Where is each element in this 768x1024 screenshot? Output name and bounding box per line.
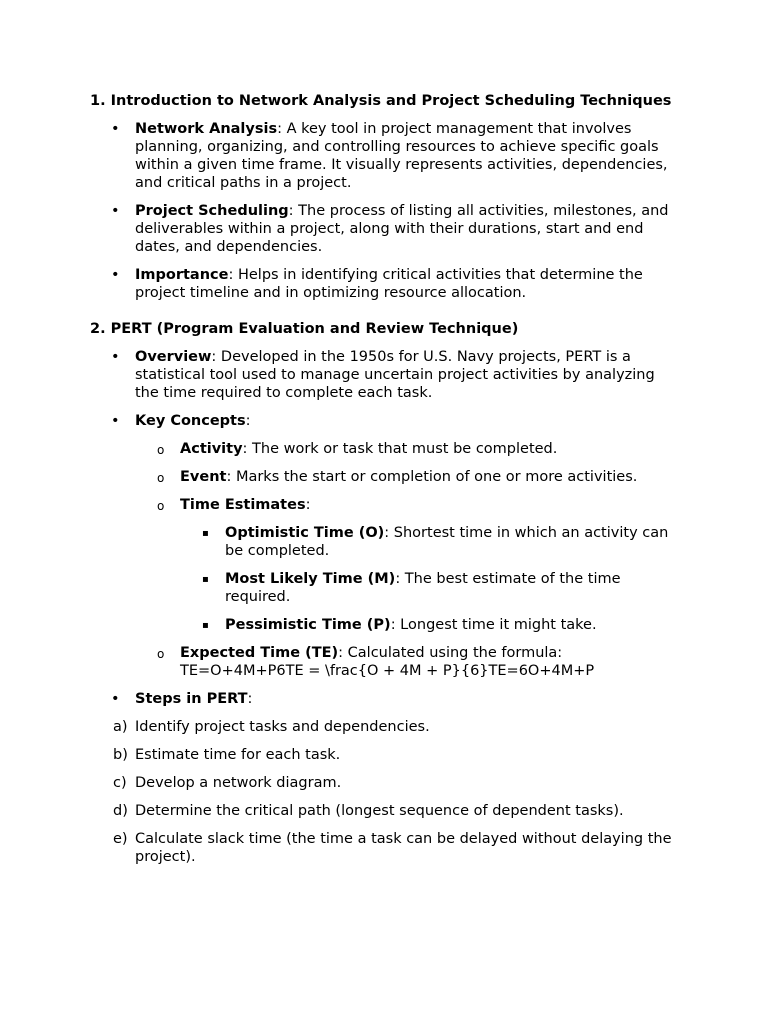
steps-heading-list (90, 690, 682, 708)
item-text: : Shortest time in which an activity can be completed. (225, 525, 669, 559)
square-bullet-icon: ▪ (202, 528, 209, 539)
steps-list (90, 718, 682, 866)
item-text: : (247, 691, 253, 707)
item-text: Develop a network diagram. (135, 775, 342, 791)
document-page (90, 92, 682, 866)
item-text: : The work or task that must be completed. (242, 441, 558, 457)
list-item (90, 774, 682, 792)
list-item (135, 496, 682, 514)
list-item (90, 120, 682, 192)
item-term: Event (180, 469, 227, 485)
item-term: Optimistic Time (O) (225, 525, 385, 541)
item-text: : (305, 497, 311, 513)
list-item (180, 570, 682, 606)
bullet-icon: • (111, 413, 120, 429)
bullet-icon: • (111, 267, 120, 283)
item-term: Key Concepts (135, 413, 246, 429)
list-item (90, 830, 682, 866)
item-term: Steps in PERT (135, 691, 248, 707)
item-term: Pessimistic Time (P) (225, 617, 391, 633)
key-concepts-list (135, 440, 682, 514)
item-text: : Calculated using the formula: TE=O+4M+P6TE = \frac{O + 4M + P}{6}TE=6O+4M+P (180, 645, 595, 679)
item-text: : Marks the start or completion of one or more activities. (226, 469, 638, 485)
step-marker: c) (113, 775, 127, 791)
bullet-icon: • (111, 349, 120, 365)
list-item (90, 202, 682, 256)
item-term: Activity (180, 441, 243, 457)
bullet-icon: • (111, 203, 120, 219)
circle-bullet-icon: o (157, 443, 165, 457)
section-1-list (90, 120, 682, 302)
list-item (90, 718, 682, 736)
item-text: : (245, 413, 251, 429)
item-text: : Developed in the 1950s for U.S. Navy projects, PERT is a statistical tool used to manage uncertain project activities by analyzing the time required to complete each task. (135, 349, 655, 401)
item-text: Determine the critical path (longest sequence of dependent tasks). (135, 803, 624, 819)
step-marker: d) (113, 803, 128, 819)
step-marker: b) (113, 747, 128, 763)
item-text: : The best estimate of the time required. (225, 571, 621, 605)
time-estimates-list (180, 524, 682, 634)
item-text: : Longest time it might take. (390, 617, 597, 633)
item-text: Identify project tasks and dependencies. (135, 719, 430, 735)
list-item (180, 524, 682, 560)
list-item (90, 802, 682, 820)
circle-bullet-icon: o (157, 471, 165, 485)
item-text: : Helps in identifying critical activities that determine the project timeline and in optimizing resource allocation. (135, 267, 643, 301)
list-item (135, 468, 682, 486)
item-term: Overview (135, 349, 212, 365)
item-term: Most Likely Time (M) (225, 571, 396, 587)
expected-time-list (135, 644, 682, 680)
time-estimates-wrapper (135, 524, 682, 634)
item-term: Project Scheduling (135, 203, 289, 219)
list-item (90, 746, 682, 764)
list-item (135, 644, 682, 680)
circle-bullet-icon: o (157, 499, 165, 513)
bullet-icon: • (111, 121, 120, 137)
square-bullet-icon: ▪ (202, 574, 209, 585)
list-item (90, 412, 682, 430)
section-2-heading: 2. PERT (Program Evaluation and Review Technique) (90, 321, 519, 337)
item-term: Network Analysis (135, 121, 278, 137)
list-item (90, 348, 682, 402)
item-term: Expected Time (TE) (180, 645, 339, 661)
item-text: Estimate time for each task. (135, 747, 341, 763)
section-2-list (90, 348, 682, 430)
bullet-icon: • (111, 691, 120, 707)
step-marker: e) (113, 831, 128, 847)
list-item (180, 616, 682, 634)
list-item (90, 266, 682, 302)
item-text: Calculate slack time (the time a task can be delayed without delaying the project). (135, 831, 672, 865)
item-text: : The process of listing all activities, milestones, and deliverables within a project, along with their durations, start and end dates, and dependencies. (135, 203, 669, 255)
step-marker: a) (113, 719, 128, 735)
list-item (90, 690, 682, 708)
section-1-heading: 1. Introduction to Network Analysis and Project Scheduling Techniques (90, 93, 672, 109)
circle-bullet-icon: o (157, 647, 165, 661)
list-item (135, 440, 682, 458)
item-term: Time Estimates (180, 497, 306, 513)
square-bullet-icon: ▪ (202, 620, 209, 631)
item-text: : A key tool in project management that involves planning, organizing, and controlling resources to achieve specific goals within a given time frame. It visually represents activities, dependencies, and critical paths in a project. (135, 121, 668, 191)
item-term: Importance (135, 267, 229, 283)
